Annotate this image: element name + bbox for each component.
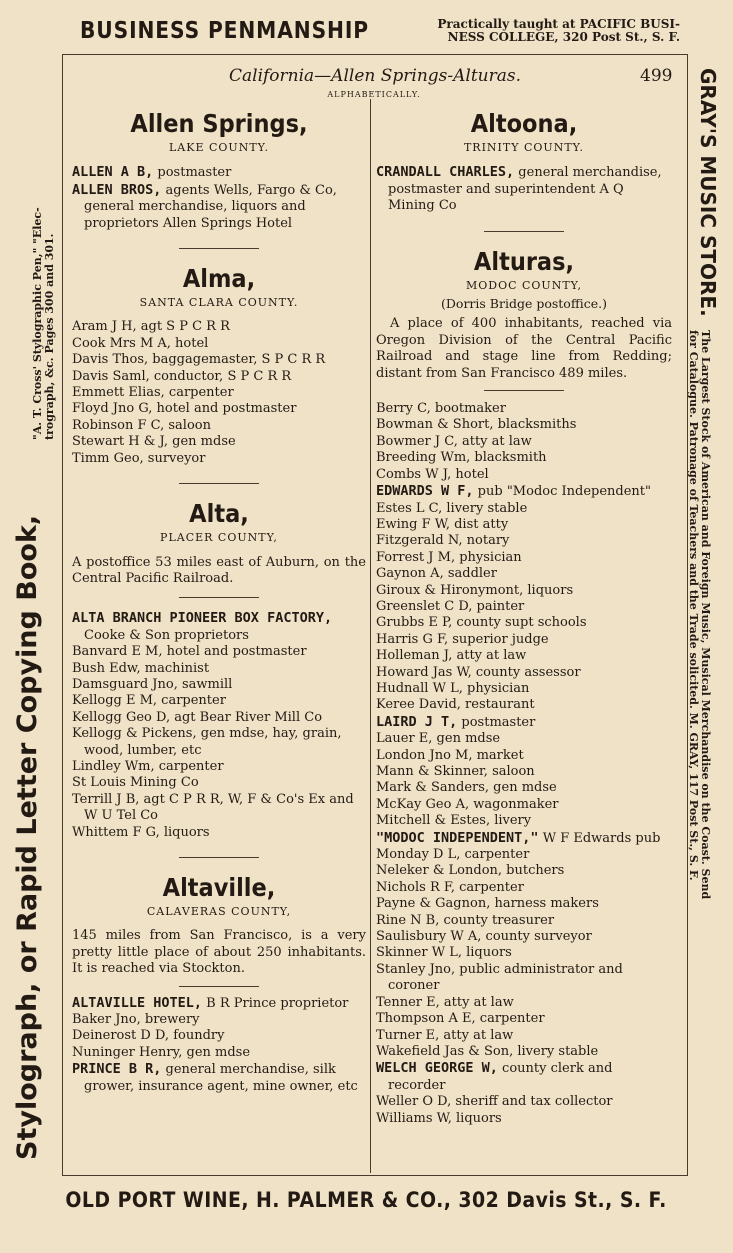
entry-list: [376, 164, 672, 214]
directory-entry: Turner E, atty at law: [376, 1027, 514, 1043]
directory-entry: Estes L C, livery stable: [376, 500, 528, 516]
left-margin-line: "A. T. Cross' Stylographic Pen," "Elec-: [31, 207, 44, 440]
section-rule: [484, 390, 564, 391]
entry-name-bold: EDWARDS W F,: [376, 483, 474, 500]
top-advert-line: Practically taught at PACIFIC BUSI-: [437, 17, 680, 31]
directory-entry: Kellogg E M, carpenter: [72, 693, 226, 709]
right-margin-line: The Largest Stock of American and Foreign Music, Musical Merchandise on the Coast. Send: [699, 330, 712, 900]
directory-entry: Nichols R F, carpenter: [376, 879, 524, 895]
running-head: California—Allen Springs-Alturas.: [228, 66, 522, 86]
entry-name-bold: ALTAVILLE HOTEL,: [72, 994, 203, 1011]
directory-entry: ALTAVILLE HOTEL, B R Prince proprietor: [72, 994, 349, 1011]
directory-entry: Greenslet C D, painter: [376, 598, 525, 614]
directory-entry: Bowman & Short, blacksmiths: [376, 417, 577, 433]
left-margin-advert-small: [32, 60, 56, 440]
directory-entry: Mitchell & Estes, livery: [376, 813, 532, 829]
directory-entry: LAIRD J T, postmaster: [376, 713, 536, 730]
town-description: 145 miles from San Francisco, is a very pretty little place of about 250 inhabitants. It is reached via Stockton.: [72, 928, 366, 977]
left-margin-advert: Stylograph, or Rapid Letter Copying Book,: [12, 514, 43, 1160]
directory-entry: Breeding Wm, blacksmith: [376, 450, 547, 466]
top-advert-title: BUSINESS PENMANSHIP: [80, 18, 369, 44]
entry-name-bold: ALLEN BROS,: [72, 181, 162, 198]
directory-entry: Terrill J B, agt C P R R, W, F & Co's Ex and W U Tel Co: [72, 791, 354, 824]
directory-entry: CRANDALL CHARLES, general merchandise, postmaster and superintendent A Q Mining Co: [376, 164, 662, 214]
sub-head: ALPHABETICALLY.: [327, 90, 421, 99]
entry-list: [72, 164, 366, 232]
directory-entry: Floyd Jno G, hotel and postmaster: [72, 401, 297, 417]
directory-entry: Berry C, bootmaker: [376, 401, 506, 417]
town-heading: Allen Springs,: [130, 109, 308, 138]
directory-entry: London Jno M, market: [376, 747, 524, 763]
directory-entry: St Louis Mining Co: [72, 775, 199, 791]
directory-entry: Holleman J, atty at law: [376, 648, 527, 664]
postoffice-note: (Dorris Bridge postoffice.): [441, 296, 607, 312]
directory-entry: Robinson F C, saloon: [72, 417, 211, 433]
top-advert-text: [350, 18, 680, 44]
town-heading: Altoona,: [470, 109, 578, 138]
section-rule: [179, 857, 259, 858]
section-rule: [179, 248, 259, 249]
directory-entry: Combs W J, hotel: [376, 466, 489, 482]
directory-entry: "MODOC INDEPENDENT," W F Edwards pub: [376, 829, 661, 846]
left-margin-line: trograph, &c. Pages 300 and 301.: [43, 233, 56, 440]
town-heading: Alturas,: [473, 246, 575, 276]
directory-entry: Skinner W L, liquors: [376, 945, 512, 961]
directory-entry: Fitzgerald N, notary: [376, 533, 510, 549]
page-number: 499: [640, 66, 673, 86]
right-margin-line: for Catalogue. Patronage of Teachers and the Trade solicited. M. GRAY, 117 Post St., S. F.: [687, 330, 700, 881]
entry-name-bold: ALTA BRANCH PIONEER BOX FACTORY,: [72, 610, 333, 627]
entry-name-bold: PRINCE B R,: [72, 1061, 162, 1078]
right-column: [376, 108, 672, 1127]
directory-entry: Neleker & London, butchers: [376, 863, 565, 879]
section-rule: [179, 597, 259, 598]
directory-entry: Monday D L, carpenter: [376, 847, 530, 863]
directory-entry: Stanley Jno, public administrator and coroner: [376, 961, 623, 994]
directory-entry: Mark & Sanders, gen mdse: [376, 780, 557, 796]
entry-list: [376, 401, 672, 1127]
directory-entry: Hudnall W L, physician: [376, 680, 530, 696]
directory-entry: Williams W, liquors: [376, 1110, 502, 1126]
directory-entry: Weller O D, sheriff and tax collector: [376, 1094, 613, 1110]
directory-entry: Giroux & Hironymont, liquors: [376, 582, 574, 598]
entry-list: [72, 995, 366, 1095]
directory-entry: Emmett Elias, carpenter: [72, 385, 234, 401]
county-label: CALAVERAS COUNTY,: [146, 905, 292, 918]
directory-entry: Timm Geo, surveyor: [72, 450, 206, 466]
top-advert-line: NESS COLLEGE, 320 Post St., S. F.: [447, 30, 680, 44]
directory-entry: Wakefield Jas & Son, livery stable: [376, 1043, 599, 1059]
town-heading: Alta,: [189, 499, 249, 529]
directory-entry: WELCH GEORGE W, county clerk and recorder: [376, 1060, 613, 1093]
directory-entry: Payne & Gagnon, harness makers: [376, 896, 599, 912]
directory-entry: Tenner E, atty at law: [376, 994, 514, 1010]
directory-entry: Lindley Wm, carpenter: [72, 758, 224, 774]
bottom-advert-text: OLD PORT WINE, H. PALMER & CO., 302 Davis St., S. F.: [65, 1188, 668, 1212]
section-rule: [179, 986, 259, 987]
section-rule: [179, 483, 259, 484]
left-column: [72, 108, 366, 1095]
directory-entry: Kellogg Geo D, agt Bear River Mill Co: [72, 709, 323, 725]
directory-entry: Gaynon A, saddler: [376, 566, 497, 582]
directory-entry: Banvard E M, hotel and postmaster: [72, 644, 307, 660]
directory-entry: Deinerost D D, foundry: [72, 1028, 225, 1044]
bottom-advert-banner: [0, 1188, 733, 1212]
right-margin-advert-small: [687, 330, 711, 1160]
directory-entry: Bush Edw, machinist: [72, 660, 210, 676]
directory-entry: Howard Jas W, county assessor: [376, 664, 581, 680]
directory-entry: Bowmer J C, atty at law: [376, 433, 532, 449]
directory-entry: Baker Jno, brewery: [72, 1012, 200, 1028]
right-margin-advert: GRAY'S MUSIC STORE.: [696, 68, 720, 317]
directory-entry: Davis Saml, conductor, S P C R R: [72, 368, 292, 384]
directory-entry: ALLEN BROS, agents Wells, Fargo & Co, general merchandise, liquors and proprietors Allen Springs Hotel: [72, 181, 337, 231]
section-rule: [484, 231, 564, 232]
directory-entry: Rine N B, county treasurer: [376, 912, 555, 928]
town-description: A place of 400 inhabitants, reached via Oregon Division of the Central Pacific Railroad and stage line from Redding; distant from San Francisco 489 miles.: [376, 316, 672, 381]
directory-entry: Lauer E, gen mdse: [376, 731, 501, 747]
county-label: MODOC COUNTY,: [465, 278, 583, 292]
directory-entry: ALLEN A B, postmaster: [72, 164, 232, 181]
directory-entry: Harris G F, superior judge: [376, 631, 549, 647]
town-heading: Altaville,: [162, 873, 276, 902]
directory-entry: Davis Thos, baggagemaster, S P C R R: [72, 352, 326, 368]
entry-list: [72, 610, 366, 841]
county-label: LAKE COUNTY.: [169, 141, 269, 154]
entry-name-bold: CRANDALL CHARLES,: [376, 164, 515, 181]
directory-entry: Keree David, restaurant: [376, 697, 535, 713]
entry-name-bold: WELCH GEORGE W,: [376, 1060, 498, 1077]
town-heading: Alma,: [182, 264, 256, 294]
directory-entry: Saulisbury W A, county surveyor: [376, 929, 592, 945]
entry-list: [72, 319, 366, 467]
directory-entry: McKay Geo A, wagonmaker: [376, 796, 559, 812]
entry-name-bold: LAIRD J T,: [376, 713, 458, 730]
directory-entry: Grubbs E P, county supt schools: [376, 615, 587, 631]
directory-entry: ALTA BRANCH PIONEER BOX FACTORY, Cooke & Son proprietors: [72, 610, 333, 643]
directory-entry: Cook Mrs M A, hotel: [72, 335, 209, 351]
directory-entry: Nuninger Henry, gen mdse: [72, 1044, 251, 1060]
directory-entry: Aram J H, agt S P C R R: [72, 319, 230, 335]
directory-entry: Thompson A E, carpenter: [376, 1011, 545, 1027]
county-label: PLACER COUNTY,: [160, 531, 278, 545]
directory-entry: Ewing F W, dist atty: [376, 516, 509, 532]
directory-entry: PRINCE B R, general merchandise, silk grower, insurance agent, mine owner, etc: [72, 1061, 358, 1094]
directory-entry: Mann & Skinner, saloon: [376, 764, 535, 779]
directory-entry: Forrest J M, physician: [376, 549, 522, 565]
directory-entry: EDWARDS W F, pub "Modoc Independent": [376, 483, 652, 500]
county-label: SANTA CLARA COUNTY.: [139, 296, 299, 310]
entry-name-bold: ALLEN A B,: [72, 164, 154, 181]
county-label: TRINITY COUNTY.: [463, 141, 585, 154]
directory-entry: Stewart H & J, gen mdse: [72, 434, 236, 450]
directory-entry: Kellogg & Pickens, gen mdse, hay, grain, wood, lumber, etc: [72, 726, 342, 758]
town-description: A postoffice 53 miles east of Auburn, on the Central Pacific Railroad.: [72, 554, 366, 586]
directory-entry: Damsguard Jno, sawmill: [72, 676, 233, 692]
column-divider: [370, 99, 371, 1173]
directory-entry: Whittem F G, liquors: [72, 824, 210, 840]
entry-name-bold: "MODOC INDEPENDENT,": [376, 829, 539, 846]
top-advert-banner: [80, 14, 680, 50]
